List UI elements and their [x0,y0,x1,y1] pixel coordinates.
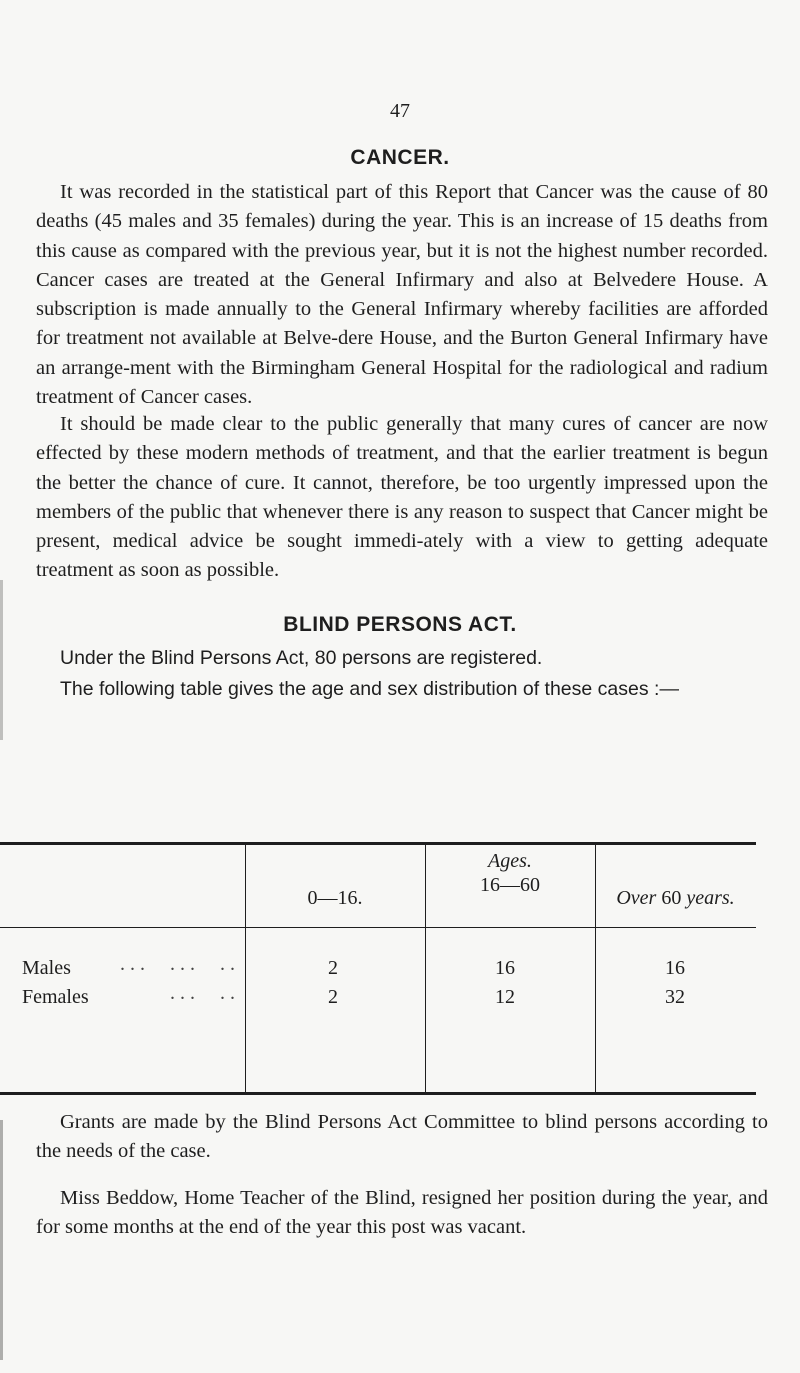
table-header-rule [0,927,756,928]
column-header-0-16: 0—16. [307,887,363,909]
table-divider [245,845,246,1092]
row-label-males: Males [22,957,71,979]
cancer-paragraph-1: It was recorded in the statistical part of this Report that Cancer was the cause of 80 deaths (45 males and 35 females) during the year. This is an increase of 15 deaths from this cause as compared with the previous year, but it is not the highest number recorded. Cancer cases are treated at the General Infirmary and also at Belvedere House. A subscription is made annually to the General Infirmary whereby facilities are afforded for treatment not available at Belve-dere House, and the Burton General Infirmary have an arrange-ment with the Birmingham General Hospital for the radiological and radium treatment of Cancer cases. [36,181,768,409]
cell-females-0-16: 2 [328,986,338,1008]
age-sex-distribution-table [0,842,756,1008]
row-label-females: Females [22,986,89,1008]
column-header-over-number: 60 [661,887,682,909]
blind-intro-line-2: The following table gives the age and sex distribution of these cases :— [60,678,679,700]
ages-group-header: Ages. [488,850,532,872]
scan-edge-shadow [0,1120,3,1360]
cell-females-over-60: 32 [665,986,685,1008]
leader-dots: ... ... .. [120,953,240,975]
cell-males-16-60: 16 [495,957,515,979]
blind-persons-heading: BLIND PERSONS ACT. [283,613,517,636]
cancer-paragraph-2: It should be made clear to the public generally that many cures of cancer are now effected by these modern methods of treatment, and that the earlier treatment is begun the better the chance of cure. It cannot, therefore, be too urgently impressed upon the members of the public that whenever there is any reason to suspect that Cancer might be present, medical advice be sought immedi-ately with a view to getting adequate treatment as soon as possible. [36,413,768,582]
scan-edge-shadow [0,580,3,740]
column-header-over-suffix: years. [686,887,735,909]
column-header-over-prefix: Over [616,887,657,909]
cell-males-over-60: 16 [665,957,685,979]
blind-intro-line-1: Under the Blind Persons Act, 80 persons are registered. [60,647,543,669]
cell-males-0-16: 2 [328,957,338,979]
leader-dots: ... .. [170,982,240,1004]
table-bottom-rule [0,1092,756,1095]
table-divider [595,845,596,1092]
page-number: 47 [390,100,410,122]
column-header-16-60: 16—60 [480,874,540,896]
cell-females-16-60: 12 [495,986,515,1008]
home-teacher-paragraph: Miss Beddow, Home Teacher of the Blind, resigned her position during the year, and for some months at the end of the year this post was vacant. [36,1187,768,1239]
table-top-rule [0,842,756,845]
cancer-heading: CANCER. [350,146,450,169]
column-header-over-60 [595,887,756,910]
grants-paragraph: Grants are made by the Blind Persons Act Committee to blind persons according to the needs of the case. [36,1111,768,1163]
